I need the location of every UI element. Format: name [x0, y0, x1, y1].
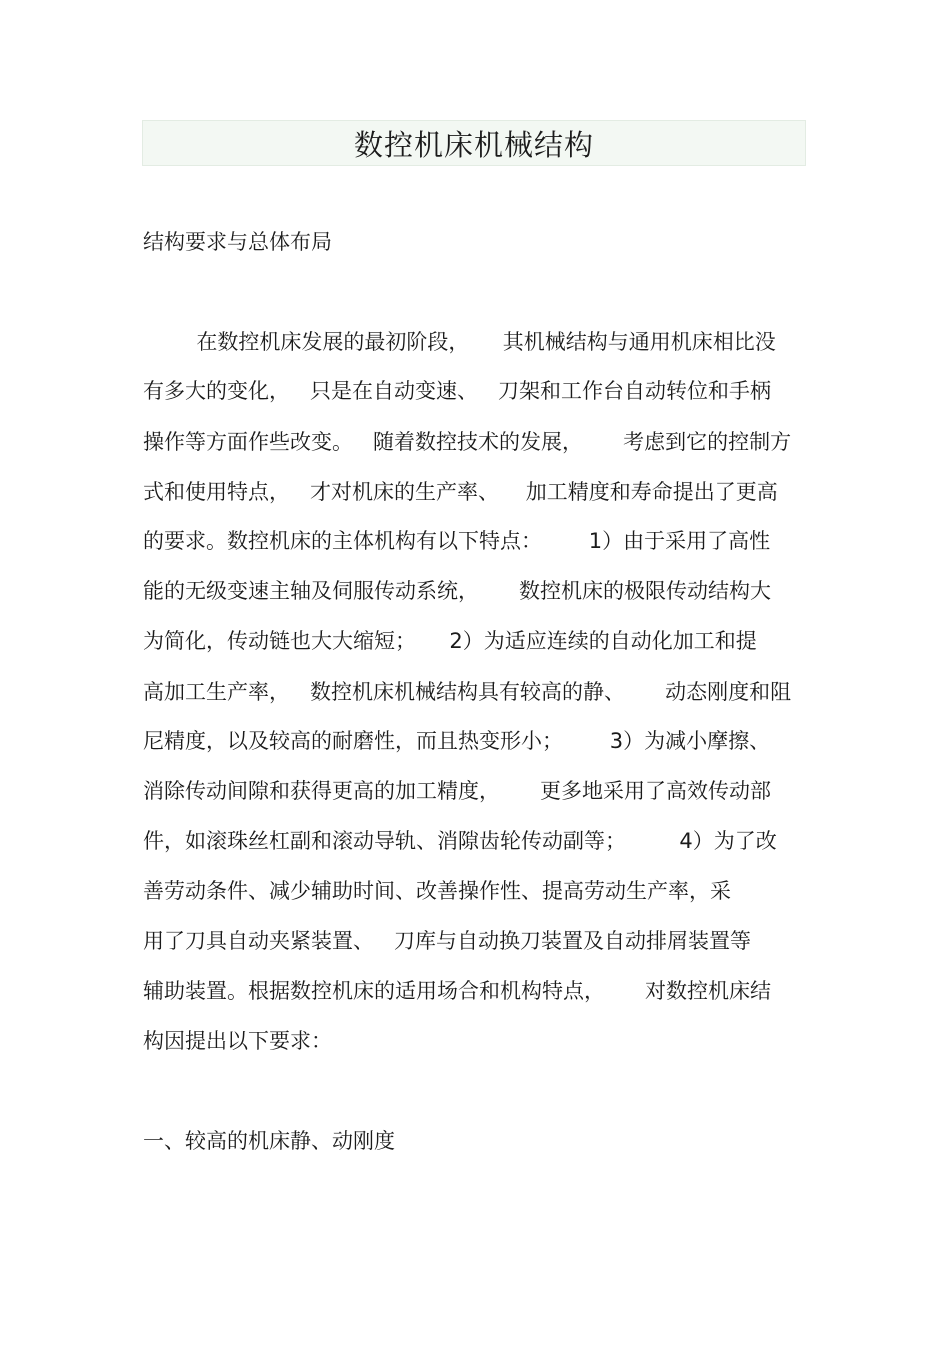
- paragraph-line: 式和使用特点， 才对机床的生产率、 加工精度和寿命提出了更高: [143, 480, 778, 504]
- paragraph-line: 用了刀具自动夹紧装置、 刀库与自动换刀装置及自动排屑装置等: [143, 929, 752, 953]
- paragraph-line: 消除传动间隙和获得更高的加工精度， 更多地采用了高效传动部: [143, 779, 772, 803]
- document-title: 数控机床机械结构: [353, 128, 594, 162]
- document-title-bar: [142, 120, 806, 166]
- paragraph-line: 高加工生产率， 数控机床机械结构具有较高的静、 动态刚度和阻: [143, 680, 792, 704]
- paragraph-line: 的要求。数控机床的主体机构有以下特点： 1）由于采用了高性: [143, 529, 771, 553]
- paragraph-line: 善劳动条件、减少辅助时间、改善操作性、提高劳动生产率，采: [143, 879, 731, 903]
- paragraph-line: 件，如滚珠丝杠副和滚动导轨、消隙齿轮传动副等； 4）为了改: [143, 829, 777, 853]
- paragraph-line: 操作等方面作些改变。 随着数控技术的发展， 考虑到它的控制方: [143, 430, 792, 454]
- section-heading: 结构要求与总体布局: [143, 230, 332, 254]
- subheading: 一、较高的机床静、动刚度: [143, 1129, 395, 1153]
- paragraph-line: 尼精度，以及较高的耐磨性，而且热变形小； 3）为减小摩擦、: [143, 729, 771, 753]
- paragraph-line: 为简化，传动链也大大缩短； 2）为适应连续的自动化加工和提: [143, 629, 757, 653]
- paragraph-line: 构因提出以下要求：: [143, 1029, 332, 1053]
- paragraph-line: 有多大的变化， 只是在自动变速、 刀架和工作台自动转位和手柄: [143, 379, 772, 403]
- paragraph-line: 能的无级变速主轴及伺服传动系统， 数控机床的极限传动结构大: [143, 579, 772, 603]
- paragraph-line: 辅助装置。根据数控机床的适用场合和机构特点， 对数控机床结: [143, 979, 772, 1003]
- paragraph-line: 在数控机床发展的最初阶段， 其机械结构与通用机床相比没: [143, 330, 776, 354]
